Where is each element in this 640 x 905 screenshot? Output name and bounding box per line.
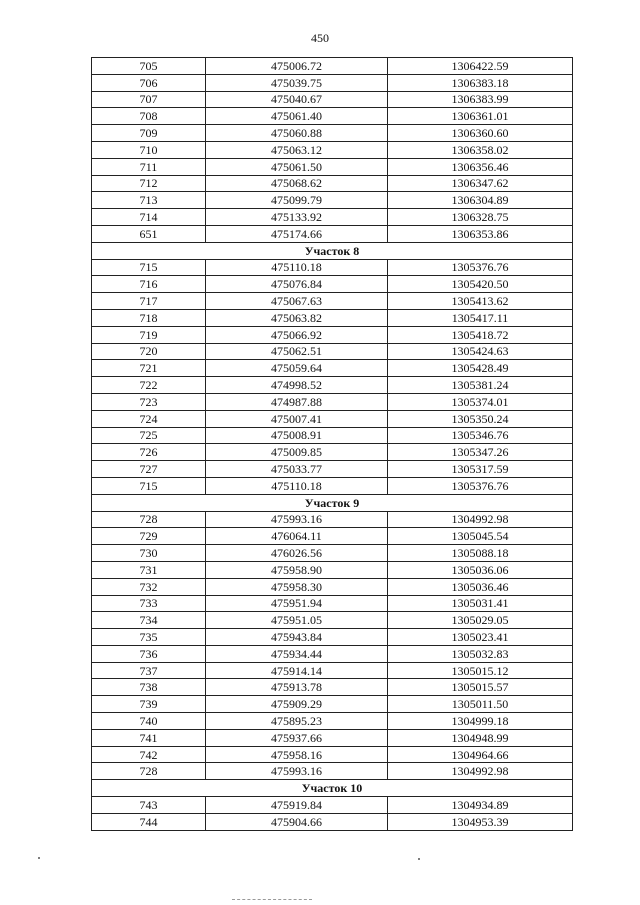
x-coordinate-cell: 475937.66 [206, 729, 388, 746]
point-number-cell: 705 [92, 58, 206, 75]
point-number-cell: 715 [92, 477, 206, 494]
point-number-cell: 733 [92, 595, 206, 612]
y-coordinate-cell: 1306383.18 [388, 74, 573, 91]
table-row [92, 343, 573, 360]
x-coordinate-cell: 475914.14 [206, 662, 388, 679]
point-number-cell: 732 [92, 578, 206, 595]
table-row [92, 746, 573, 763]
y-coordinate-cell: 1304999.18 [388, 713, 573, 730]
x-coordinate-cell: 475063.12 [206, 141, 388, 158]
table-row [92, 393, 573, 410]
section-header-row [92, 494, 573, 511]
table-row [92, 293, 573, 310]
point-number-cell: 729 [92, 528, 206, 545]
y-coordinate-cell: 1306422.59 [388, 58, 573, 75]
point-number-cell: 718 [92, 309, 206, 326]
table-row [92, 729, 573, 746]
point-number-cell: 744 [92, 813, 206, 830]
x-coordinate-cell: 475033.77 [206, 461, 388, 478]
section-title: Участок 10 [92, 780, 573, 797]
table-row [92, 763, 573, 780]
table-row [92, 74, 573, 91]
point-number-cell: 743 [92, 797, 206, 814]
y-coordinate-cell: 1305317.59 [388, 461, 573, 478]
coordinates-table-body [92, 58, 573, 831]
x-coordinate-cell: 475913.78 [206, 679, 388, 696]
x-coordinate-cell: 474998.52 [206, 377, 388, 394]
table-row [92, 813, 573, 830]
table-row [92, 209, 573, 226]
table-row [92, 91, 573, 108]
point-number-cell: 728 [92, 763, 206, 780]
y-coordinate-cell: 1305418.72 [388, 326, 573, 343]
section-title: Участок 9 [92, 494, 573, 511]
y-coordinate-cell: 1306383.99 [388, 91, 573, 108]
point-number-cell: 707 [92, 91, 206, 108]
x-coordinate-cell: 475958.30 [206, 578, 388, 595]
x-coordinate-cell: 475174.66 [206, 225, 388, 242]
table-row [92, 713, 573, 730]
y-coordinate-cell: 1305088.18 [388, 545, 573, 562]
point-number-cell: 711 [92, 158, 206, 175]
y-coordinate-cell: 1305413.62 [388, 293, 573, 310]
table-row [92, 427, 573, 444]
x-coordinate-cell: 475909.29 [206, 696, 388, 713]
page-number: 450 [311, 31, 329, 45]
table-row [92, 461, 573, 478]
y-coordinate-cell: 1305346.76 [388, 427, 573, 444]
x-coordinate-cell: 475099.79 [206, 192, 388, 209]
table-row [92, 679, 573, 696]
x-coordinate-cell: 475006.72 [206, 58, 388, 75]
point-number-cell: 717 [92, 293, 206, 310]
x-coordinate-cell: 475063.82 [206, 309, 388, 326]
x-coordinate-cell: 475040.67 [206, 91, 388, 108]
y-coordinate-cell: 1305381.24 [388, 377, 573, 394]
x-coordinate-cell: 474987.88 [206, 393, 388, 410]
table-row [92, 108, 573, 125]
point-number-cell: 716 [92, 276, 206, 293]
table-row [92, 477, 573, 494]
point-number-cell: 721 [92, 360, 206, 377]
point-number-cell: 708 [92, 108, 206, 125]
table-row [92, 511, 573, 528]
y-coordinate-cell: 1305023.41 [388, 629, 573, 646]
x-coordinate-cell: 475076.84 [206, 276, 388, 293]
point-number-cell: 723 [92, 393, 206, 410]
point-number-cell: 720 [92, 343, 206, 360]
y-coordinate-cell: 1305420.50 [388, 276, 573, 293]
y-coordinate-cell: 1305376.76 [388, 477, 573, 494]
y-coordinate-cell: 1304934.89 [388, 797, 573, 814]
point-number-cell: 713 [92, 192, 206, 209]
y-coordinate-cell: 1306347.62 [388, 175, 573, 192]
y-coordinate-cell: 1305347.26 [388, 444, 573, 461]
table-row [92, 797, 573, 814]
y-coordinate-cell: 1305417.11 [388, 309, 573, 326]
section-header-row [92, 780, 573, 797]
table-row [92, 377, 573, 394]
point-number-cell: 734 [92, 612, 206, 629]
table-row [92, 58, 573, 75]
point-number-cell: 735 [92, 629, 206, 646]
x-coordinate-cell: 475068.62 [206, 175, 388, 192]
point-number-cell: 738 [92, 679, 206, 696]
y-coordinate-cell: 1306358.02 [388, 141, 573, 158]
y-coordinate-cell: 1305032.83 [388, 645, 573, 662]
y-coordinate-cell: 1304953.39 [388, 813, 573, 830]
y-coordinate-cell: 1306304.89 [388, 192, 573, 209]
y-coordinate-cell: 1306328.75 [388, 209, 573, 226]
table-row [92, 578, 573, 595]
table-row [92, 629, 573, 646]
table-row [92, 561, 573, 578]
x-coordinate-cell: 475008.91 [206, 427, 388, 444]
table-row [92, 645, 573, 662]
point-number-cell: 651 [92, 225, 206, 242]
point-number-cell: 731 [92, 561, 206, 578]
table-row [92, 276, 573, 293]
scan-edge-mark [232, 899, 312, 900]
y-coordinate-cell: 1305350.24 [388, 410, 573, 427]
point-number-cell: 714 [92, 209, 206, 226]
y-coordinate-cell: 1305011.50 [388, 696, 573, 713]
y-coordinate-cell: 1306356.46 [388, 158, 573, 175]
scan-speck-left [38, 857, 40, 859]
table-row [92, 545, 573, 562]
table-row [92, 595, 573, 612]
x-coordinate-cell: 475110.18 [206, 259, 388, 276]
coordinates-table [91, 57, 573, 831]
y-coordinate-cell: 1304964.66 [388, 746, 573, 763]
x-coordinate-cell: 475993.16 [206, 763, 388, 780]
x-coordinate-cell: 475066.92 [206, 326, 388, 343]
y-coordinate-cell: 1304948.99 [388, 729, 573, 746]
table-row [92, 444, 573, 461]
point-number-cell: 727 [92, 461, 206, 478]
point-number-cell: 706 [92, 74, 206, 91]
point-number-cell: 728 [92, 511, 206, 528]
table-row [92, 309, 573, 326]
y-coordinate-cell: 1306360.60 [388, 125, 573, 142]
point-number-cell: 712 [92, 175, 206, 192]
x-coordinate-cell: 475061.50 [206, 158, 388, 175]
point-number-cell: 709 [92, 125, 206, 142]
point-number-cell: 724 [92, 410, 206, 427]
y-coordinate-cell: 1305036.46 [388, 578, 573, 595]
table-row [92, 326, 573, 343]
table-row [92, 410, 573, 427]
scan-speck-right [418, 858, 420, 860]
x-coordinate-cell: 475951.05 [206, 612, 388, 629]
x-coordinate-cell: 475061.40 [206, 108, 388, 125]
x-coordinate-cell: 476064.11 [206, 528, 388, 545]
y-coordinate-cell: 1304992.98 [388, 763, 573, 780]
table-row [92, 360, 573, 377]
x-coordinate-cell: 475009.85 [206, 444, 388, 461]
x-coordinate-cell: 475895.23 [206, 713, 388, 730]
point-number-cell: 740 [92, 713, 206, 730]
point-number-cell: 715 [92, 259, 206, 276]
table-row [92, 125, 573, 142]
x-coordinate-cell: 475062.51 [206, 343, 388, 360]
x-coordinate-cell: 475007.41 [206, 410, 388, 427]
x-coordinate-cell: 475934.44 [206, 645, 388, 662]
x-coordinate-cell: 475943.84 [206, 629, 388, 646]
x-coordinate-cell: 475951.94 [206, 595, 388, 612]
y-coordinate-cell: 1305015.12 [388, 662, 573, 679]
y-coordinate-cell: 1305374.01 [388, 393, 573, 410]
table-row [92, 225, 573, 242]
table-row [92, 141, 573, 158]
x-coordinate-cell: 475993.16 [206, 511, 388, 528]
table-row [92, 192, 573, 209]
x-coordinate-cell: 475919.84 [206, 797, 388, 814]
section-header-row [92, 242, 573, 259]
x-coordinate-cell: 475904.66 [206, 813, 388, 830]
point-number-cell: 710 [92, 141, 206, 158]
y-coordinate-cell: 1305045.54 [388, 528, 573, 545]
point-number-cell: 719 [92, 326, 206, 343]
point-number-cell: 725 [92, 427, 206, 444]
x-coordinate-cell: 476026.56 [206, 545, 388, 562]
y-coordinate-cell: 1306353.86 [388, 225, 573, 242]
point-number-cell: 722 [92, 377, 206, 394]
x-coordinate-cell: 475958.90 [206, 561, 388, 578]
point-number-cell: 739 [92, 696, 206, 713]
y-coordinate-cell: 1305029.05 [388, 612, 573, 629]
x-coordinate-cell: 475039.75 [206, 74, 388, 91]
table-row [92, 662, 573, 679]
table-row [92, 175, 573, 192]
table-row [92, 696, 573, 713]
section-title: Участок 8 [92, 242, 573, 259]
y-coordinate-cell: 1305031.41 [388, 595, 573, 612]
y-coordinate-cell: 1305424.63 [388, 343, 573, 360]
x-coordinate-cell: 475958.16 [206, 746, 388, 763]
point-number-cell: 730 [92, 545, 206, 562]
point-number-cell: 737 [92, 662, 206, 679]
y-coordinate-cell: 1306361.01 [388, 108, 573, 125]
x-coordinate-cell: 475133.92 [206, 209, 388, 226]
y-coordinate-cell: 1304992.98 [388, 511, 573, 528]
table-row [92, 158, 573, 175]
x-coordinate-cell: 475067.63 [206, 293, 388, 310]
x-coordinate-cell: 475110.18 [206, 477, 388, 494]
y-coordinate-cell: 1305036.06 [388, 561, 573, 578]
point-number-cell: 726 [92, 444, 206, 461]
table-row [92, 259, 573, 276]
x-coordinate-cell: 475060.88 [206, 125, 388, 142]
table-row [92, 612, 573, 629]
point-number-cell: 741 [92, 729, 206, 746]
x-coordinate-cell: 475059.64 [206, 360, 388, 377]
y-coordinate-cell: 1305376.76 [388, 259, 573, 276]
y-coordinate-cell: 1305428.49 [388, 360, 573, 377]
table-row [92, 528, 573, 545]
point-number-cell: 742 [92, 746, 206, 763]
point-number-cell: 736 [92, 645, 206, 662]
y-coordinate-cell: 1305015.57 [388, 679, 573, 696]
